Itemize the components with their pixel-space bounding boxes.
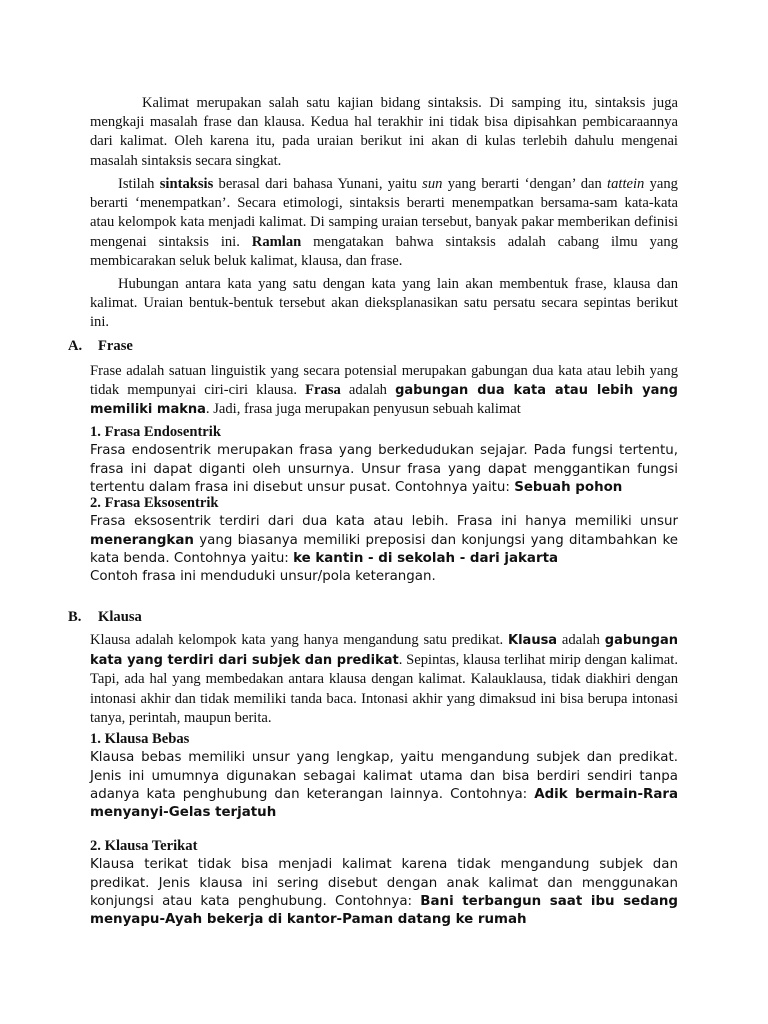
section-title: Klausa — [98, 609, 142, 625]
intro-paragraph-1 — [90, 94, 678, 171]
text: adalah — [557, 632, 605, 648]
text: Klausa bebas memiliki unsur yang lengkap, yaitu mengandung subjek dan predikat. Jenis ini umumnya digunakan sebagai kalimat utama dan bisa berdiri sendiri tanpa adanya kata penghubung dan keterangan lainnya. Contohnya: — [90, 750, 678, 803]
intro-p1-text: Kalimat merupakan salah satu kajian bidang sintaksis. Di samping itu, sintaksis juga mengkaji masalah frase dan klausa. Kedua hal terakhir ini tidak bisa dipisahkan pembicaraannya dari kalimat. Oleh karena itu, pada uraian berikut ini akan di kulas terlebih dahulu mengenai masalah sintaksis secara singkat. — [90, 95, 678, 169]
example-note: Contoh frasa ini menduduki unsur/pola keterangan. — [90, 569, 436, 585]
text: mengatakan bahwa sintaksis adalah cabang ilmu yang membicarakan seluk beluk kalimat, klausa, dan frase. — [90, 233, 678, 269]
text: berasal dari bahasa Yunani, yaitu — [213, 176, 423, 192]
text: . Sepintas, klausa terlihat mirip dengan kalimat. Tapi, ada hal yang membedakan antara klausa dengan kalimat. Kalauklausa, tidak diakhiri dengan intonasi akhir dan tidak memiliki tanda baca. Intonasi akhir yang dimaksud ini bisa berupa intonasi tanya, perintah, maupun berita. — [90, 651, 678, 727]
term-klausa: Klausa — [508, 633, 558, 648]
text: Klausa adalah kelompok kata yang hanya mengandung satu predikat. — [90, 632, 509, 648]
frasa-definition-bold: gabungan dua kata atau lebih yang memiliki makna — [90, 383, 678, 418]
name-ramlan: Ramlan — [251, 233, 302, 250]
term-sun: sun — [422, 176, 443, 192]
frasa-eksosentrik-block — [90, 494, 678, 587]
section-title: Frase — [98, 338, 133, 354]
frase-definition — [90, 362, 678, 420]
term-frasa: Frasa — [305, 382, 341, 399]
text: Klausa terikat tidak bisa menjadi kalimat karena tidak mengandung subjek dan predikat. Jenis klausa ini sering disebut dengan anak kalimat dan menggunakan konjungsi atau kata penghubung. Contohnya: — [90, 857, 678, 910]
example-text: Adik bermain-Rara menyanyi-Gelas terjatuh — [90, 787, 678, 821]
text: Istilah — [118, 176, 160, 192]
intro-p3-text: Hubungan antara kata yang satu dengan kata yang lain akan membentuk frase, klausa dan kalimat. Uraian bentuk-bentuk tersebut akan dieksplanasikan satu persatu secara sepintas berikut ini. — [90, 276, 678, 331]
subheading-klausa-terikat: 2. Klausa Terikat — [90, 838, 198, 854]
intro-paragraph-2 — [90, 175, 678, 271]
klausa-bebas-block — [90, 730, 678, 823]
section-b-heading — [68, 608, 142, 627]
intro-paragraph-3 — [90, 275, 678, 333]
text: yang berarti ‘menempatkan’. Secara etimologi, sintaksis berarti menempatkan bersama-sam kata-kata atau kelompok kata menjadi kalimat. Di samping uraian tersebut, banyak pakar memberikan definisi mengenai sintaksis ini. — [90, 176, 678, 250]
term-menerangkan: menerangkan — [90, 532, 194, 548]
text: Frasa endosentrik merupakan frasa yang berkedudukan sejajar. Pada fungsi tertentu, frasa ini dapat diganti oleh unsurnya. Unsur frasa yang dapat menggantikan fungsi tertentu dalam frasa ini disebut unsur pusat. Contohnya yaitu: — [90, 443, 678, 496]
text: . Jadi, frasa juga merupakan penyusun sebuah kalimat — [205, 401, 521, 418]
term-tattein: tattein — [607, 176, 645, 192]
text: Frase adalah satuan linguistik yang secara potensial merupakan gabungan dua kata atau lebih yang tidak mempunyai ciri-ciri klausa. — [90, 363, 678, 399]
text: yang biasanya memiliki preposisi dan konjungsi yang ditambahkan ke kata benda. Contohnya yaitu: — [90, 532, 678, 567]
text: Frasa eksosentrik terdiri dari dua kata atau lebih. Frasa ini hanya memiliki unsur — [90, 514, 678, 530]
section-letter: A. — [68, 338, 83, 354]
section-letter: B. — [68, 609, 82, 625]
text: yang berarti ‘dengan’ dan — [442, 176, 608, 192]
frasa-endosentrik-block — [90, 423, 678, 497]
subheading-frasa-eksosentrik: 2. Frasa Eksosentrik — [90, 495, 219, 511]
section-a-heading — [68, 337, 133, 356]
text: adalah — [340, 382, 396, 399]
example-text: ke kantin - di sekolah - dari jakarta — [293, 551, 559, 567]
example-text: Sebuah pohon — [514, 480, 623, 496]
subheading-frasa-endosentrik: 1. Frasa Endosentrik — [90, 424, 221, 440]
klausa-definition-bold: gabungan kata yang terdiri dari subjek dan predikat — [90, 633, 678, 668]
term-sintaksis: sintaksis — [159, 176, 214, 192]
klausa-definition — [90, 631, 678, 729]
example-text: Bani terbangun saat ibu sedang menyapu-Ayah bekerja di kantor-Paman datang ke rumah — [90, 894, 678, 928]
klausa-terikat-block — [90, 837, 678, 930]
subheading-klausa-bebas: 1. Klausa Bebas — [90, 731, 190, 747]
